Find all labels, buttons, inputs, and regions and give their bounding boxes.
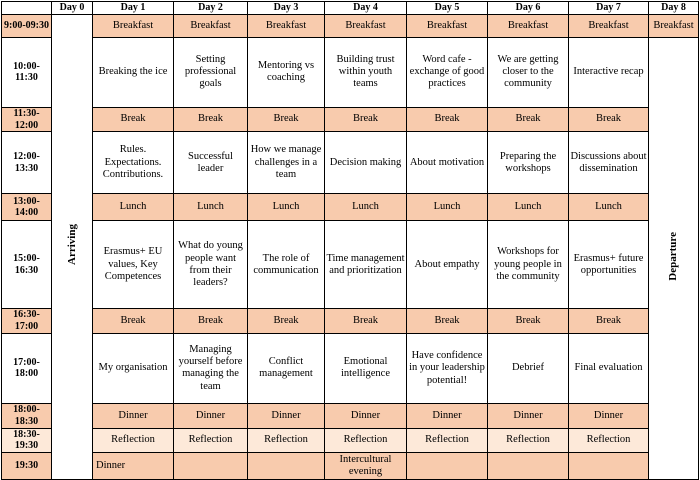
break-cell: Break <box>93 107 174 132</box>
breakfast-cell: Breakfast <box>248 14 325 37</box>
time-label: 16:30-17:00 <box>2 309 52 334</box>
day-header: Day 0 <box>52 2 93 15</box>
evening-cell <box>174 453 248 480</box>
time-label: 19:30 <box>2 453 52 480</box>
time-label: 12:00-13:30 <box>2 132 52 194</box>
session-row-1 <box>2 37 699 107</box>
lunch-cell: Lunch <box>569 194 649 221</box>
day-header: Day 7 <box>569 2 649 15</box>
breakfast-cell: Breakfast <box>93 14 174 37</box>
dinner-cell: Dinner <box>325 403 407 428</box>
time-label: 18:30-19:30 <box>2 428 52 453</box>
reflection-cell: Reflection <box>488 428 569 453</box>
time-label: 10:00-11:30 <box>2 37 52 107</box>
reflection-cell: Reflection <box>248 428 325 453</box>
break-cell: Break <box>407 107 488 132</box>
time-label: 9:00-09:30 <box>2 14 52 37</box>
day-header: Day 8 <box>649 2 699 15</box>
session-cell: How we manage challenges in a team <box>248 132 325 194</box>
session-cell: What do young people want from their leaders? <box>174 221 248 309</box>
session-row-2 <box>2 132 699 194</box>
reflection-cell: Reflection <box>325 428 407 453</box>
day-header: Day 1 <box>93 2 174 15</box>
session-cell: Conflict management <box>248 333 325 403</box>
session-cell: Managing yourself before managing the team <box>174 333 248 403</box>
session-cell: Debrief <box>488 333 569 403</box>
time-label: 13:00-14:00 <box>2 194 52 221</box>
reflection-cell: Reflection <box>569 428 649 453</box>
session-cell: Word cafe - exchange of good practices <box>407 37 488 107</box>
day-header: Day 2 <box>174 2 248 15</box>
lunch-row <box>2 194 699 221</box>
header-row <box>2 2 699 15</box>
breakfast-cell: Breakfast <box>174 14 248 37</box>
session-cell: Erasmus+ future opportunities <box>569 221 649 309</box>
break-cell: Break <box>248 309 325 334</box>
reflection-cell: Reflection <box>93 428 174 453</box>
session-cell: Building trust within youth teams <box>325 37 407 107</box>
session-cell: Discussions about dissemination <box>569 132 649 194</box>
breakfast-row <box>2 14 699 37</box>
day-header: Day 6 <box>488 2 569 15</box>
session-row-3 <box>2 221 699 309</box>
break-row-1 <box>2 107 699 132</box>
dinner-cell: Dinner <box>248 403 325 428</box>
session-cell: Decision making <box>325 132 407 194</box>
time-label: 18:00-18:30 <box>2 403 52 428</box>
break-cell: Break <box>325 107 407 132</box>
session-cell: Interactive recap <box>569 37 649 107</box>
day-header: Day 4 <box>325 2 407 15</box>
break-cell: Break <box>488 107 569 132</box>
departure-label: Departure <box>667 231 680 281</box>
break-cell: Break <box>325 309 407 334</box>
breakfast-cell: Breakfast <box>488 14 569 37</box>
dinner-cell: Dinner <box>569 403 649 428</box>
evening-cell <box>248 453 325 480</box>
dinner-cell: Dinner <box>93 403 174 428</box>
lunch-cell: Lunch <box>407 194 488 221</box>
session-cell: About empathy <box>407 221 488 309</box>
departure-cell <box>649 37 699 479</box>
session-cell: My organisation <box>93 333 174 403</box>
breakfast-cell: Breakfast <box>569 14 649 37</box>
session-cell: Time management and prioritization <box>325 221 407 309</box>
session-cell: About motivation <box>407 132 488 194</box>
session-cell: Emotional intelligence <box>325 333 407 403</box>
arriving-cell <box>52 14 93 479</box>
session-cell: Final evaluation <box>569 333 649 403</box>
break-cell: Break <box>488 309 569 334</box>
break-cell: Break <box>174 107 248 132</box>
time-label: 11:30-12:00 <box>2 107 52 132</box>
break-cell: Break <box>93 309 174 334</box>
schedule-table <box>1 1 699 480</box>
breakfast-cell: Breakfast <box>649 14 699 37</box>
time-label: 15:00-16:30 <box>2 221 52 309</box>
session-cell: Rules. Expectations. Contributions. <box>93 132 174 194</box>
evening-cell <box>569 453 649 480</box>
break-cell: Break <box>248 107 325 132</box>
breakfast-cell: Breakfast <box>325 14 407 37</box>
break-cell: Break <box>569 309 649 334</box>
session-cell: Preparing the workshops <box>488 132 569 194</box>
session-cell: Successful leader <box>174 132 248 194</box>
session-cell: Have confidence in your leadership potential! <box>407 333 488 403</box>
corner-cell <box>2 2 52 15</box>
evening-cell <box>488 453 569 480</box>
lunch-cell: Lunch <box>93 194 174 221</box>
break-row-2 <box>2 309 699 334</box>
dinner-row <box>2 403 699 428</box>
reflection-cell: Reflection <box>174 428 248 453</box>
day-header: Day 3 <box>248 2 325 15</box>
session-cell: Breaking the ice <box>93 37 174 107</box>
dinner-cell: Dinner <box>488 403 569 428</box>
session-cell: We are getting closer to the community <box>488 37 569 107</box>
lunch-cell: Lunch <box>174 194 248 221</box>
evening-cell: Intercultural evening <box>325 453 407 480</box>
session-cell: Workshops for young people in the community <box>488 221 569 309</box>
lunch-cell: Lunch <box>248 194 325 221</box>
session-row-4 <box>2 333 699 403</box>
time-label: 17:00-18:00 <box>2 333 52 403</box>
dinner-cell: Dinner <box>407 403 488 428</box>
dinner-cell: Dinner <box>174 403 248 428</box>
lunch-cell: Lunch <box>325 194 407 221</box>
dinner-day0-cell: Dinner <box>93 453 174 480</box>
evening-row <box>2 453 699 480</box>
breakfast-cell: Breakfast <box>407 14 488 37</box>
session-cell: The role of communication <box>248 221 325 309</box>
reflection-row <box>2 428 699 453</box>
break-cell: Break <box>407 309 488 334</box>
session-cell: Mentoring vs coaching <box>248 37 325 107</box>
break-cell: Break <box>174 309 248 334</box>
reflection-cell: Reflection <box>407 428 488 453</box>
evening-cell <box>407 453 488 480</box>
arriving-label: Arriving <box>65 224 78 266</box>
session-cell: Erasmus+ EU values, Key Competences <box>93 221 174 309</box>
session-cell: Setting professional goals <box>174 37 248 107</box>
lunch-cell: Lunch <box>488 194 569 221</box>
day-header: Day 5 <box>407 2 488 15</box>
break-cell: Break <box>569 107 649 132</box>
